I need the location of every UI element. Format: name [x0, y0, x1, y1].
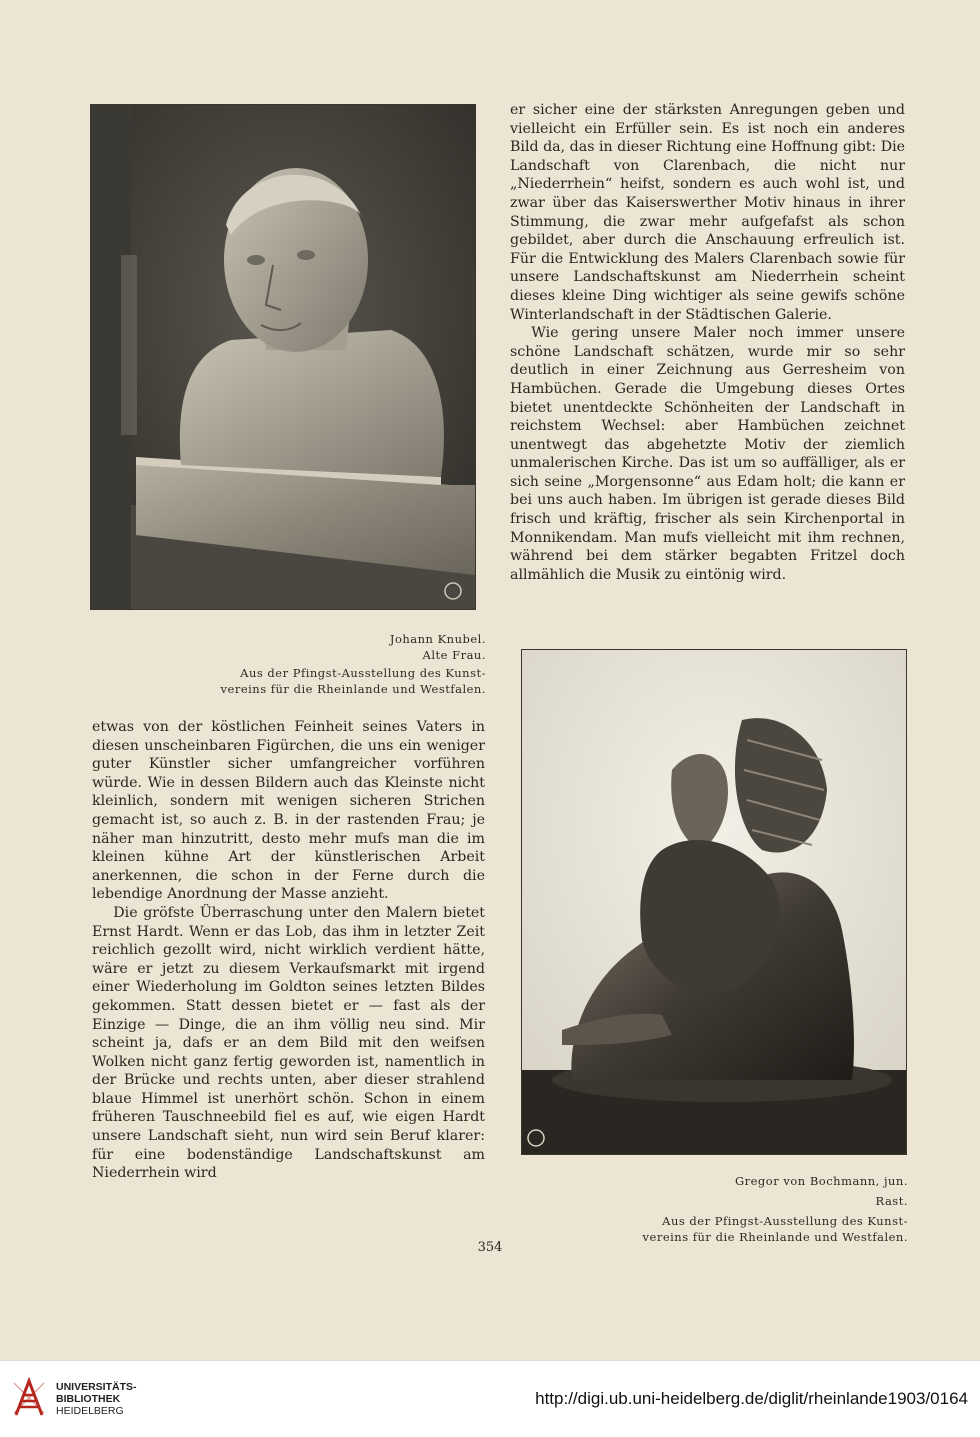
bust-caption-source-1: Aus der Pfingst-Ausstellung des Kunst- [240, 666, 486, 680]
sculpture-image [522, 650, 906, 1154]
bust-caption-artist: Johann Knubel. [389, 632, 486, 646]
bust-caption [200, 631, 486, 697]
right-column-text [510, 101, 905, 584]
left-paragraph-1: etwas von der köstlichen Feinheit seines Vaters in diesen unscheinbaren Figürchen, die uns ein weniger guter Künstler sicher umfangreicher vorführen würde. Wie in dessen Bildern auch das Kleinste nicht kleinlich, sondern mit wenigen sicheren Strichen gemacht ist, so auch z. B. in der rastenden Frau; je näher man hinzutritt, desto mehr mufs man die im kleinen kühne Art der künstlerischen Arbeit anerkennen, die schon in der Ferne durch die lebendige Anordnung der Masse anzieht. [92, 719, 485, 903]
library-name-line-1: UNIVERSITÄTS- [56, 1381, 137, 1393]
sculpture-caption-artist: Gregor von Bochmann, jun. [734, 1174, 908, 1188]
library-name-line-2: BIBLIOTHEK [56, 1393, 121, 1405]
bust-photograph [90, 104, 476, 610]
library-name [56, 1381, 137, 1417]
bust-image [91, 105, 475, 609]
page-number: 354 [477, 1240, 503, 1255]
university-library-logo-icon [12, 1375, 46, 1419]
right-paragraph-1: er sicher eine der stärksten Anregungen geben und vielleicht ein Erfüller sein. Es ist noch ein anderes Bild da, das in dieser Richtung eine Hoffnung gibt: Die Landschaft von Clarenbach, die nicht nur „Niederrhein“ heifst, sondern es auch wohl ist, und zwar über das Kaiserswerther Motiv hinaus in ihrer Stimmung, die zwar mehr aufgefafst als schon gebildet, aber durch die Anschauung erfreulich ist. Für die Entwicklung des Malers Clarenbach sowie für unsere Landschaftskunst am Niederrhein scheint dieses kleine Ding wichtiger als seine gewifs schöne Winterlandschaft in der Städtischen Galerie. [510, 102, 905, 323]
sculpture-photograph [521, 649, 907, 1155]
sculpture-caption-source-1: Aus der Pfingst-Ausstellung des Kunst- [662, 1214, 908, 1228]
right-paragraph-2: Wie gering unsere Maler noch immer unsere schöne Landschaft schätzen, wurde mir so sehr deutlich in einer Zeichnung aus Gerresheim von Hambüchen. Gerade die Umgebung dieses Ortes bietet unentdeckte Schönheiten der Landschaft in reichstem Wechsel: aber Hambüchen zeichnet unentwegt das abgehetzte Motiv der ziemlich unmalerischen Kirche. Das ist um so auffälliger, als er sich seine „Morgensonne“ aus Edam holt; die kann er bei uns auch haben. Im übrigen ist gerade dieses Bild frisch und kräftig, frischer als sein Kirchenportal in Monnikendam. Man mufs vielleicht mit ihm rechnen, während bei dem stärker begabten Fritzel doch allmählich die Musik zu eintönig wird. [510, 325, 905, 583]
left-column-text [92, 718, 485, 1183]
sculpture-caption-source-2: vereins für die Rheinlande und Westfalen. [642, 1230, 908, 1244]
source-url-link[interactable]: http://digi.ub.uni-heidelberg.de/diglit/rheinlande1903/0164 [535, 1389, 968, 1408]
bust-caption-title: Alte Frau. [422, 648, 486, 662]
left-paragraph-2: Die gröfste Überraschung unter den Malern bietet Ernst Hardt. Wenn er das Lob, das ihm in letzter Zeit reichlich gezollt wird, nicht wirklich verdient hätte, wäre er jetzt zu diesem Verkaufsmarkt mit irgend einer Wiederholung im Goldton seines letzten Bildes gekommen. Statt dessen bietet er — fast als der Einzige — Dinge, die an ihm völlig neu sind. Mir scheint ja, dafs er an dem Bild mit den weifsen Wolken nicht ganz fertig geworden ist, namentlich in der Brücke und rechts unten, aber dieser strahlend blaue Himmel ist unerhört schön. Schon in einem früheren Tauschneebild fiel es auf, wie eigen Hardt unsere Landschaft sieht, nun wird sein Beruf klarer: für eine bodenständige Landschaftskunst am Niederrhein wird [92, 904, 485, 1182]
sculpture-caption [610, 1173, 908, 1245]
sculpture-caption-title: Rast. [875, 1194, 908, 1208]
bust-caption-source-2: vereins für die Rheinlande und Westfalen. [220, 682, 486, 696]
library-name-line-3: HEIDELBERG [56, 1405, 124, 1417]
library-footer [0, 1360, 980, 1437]
